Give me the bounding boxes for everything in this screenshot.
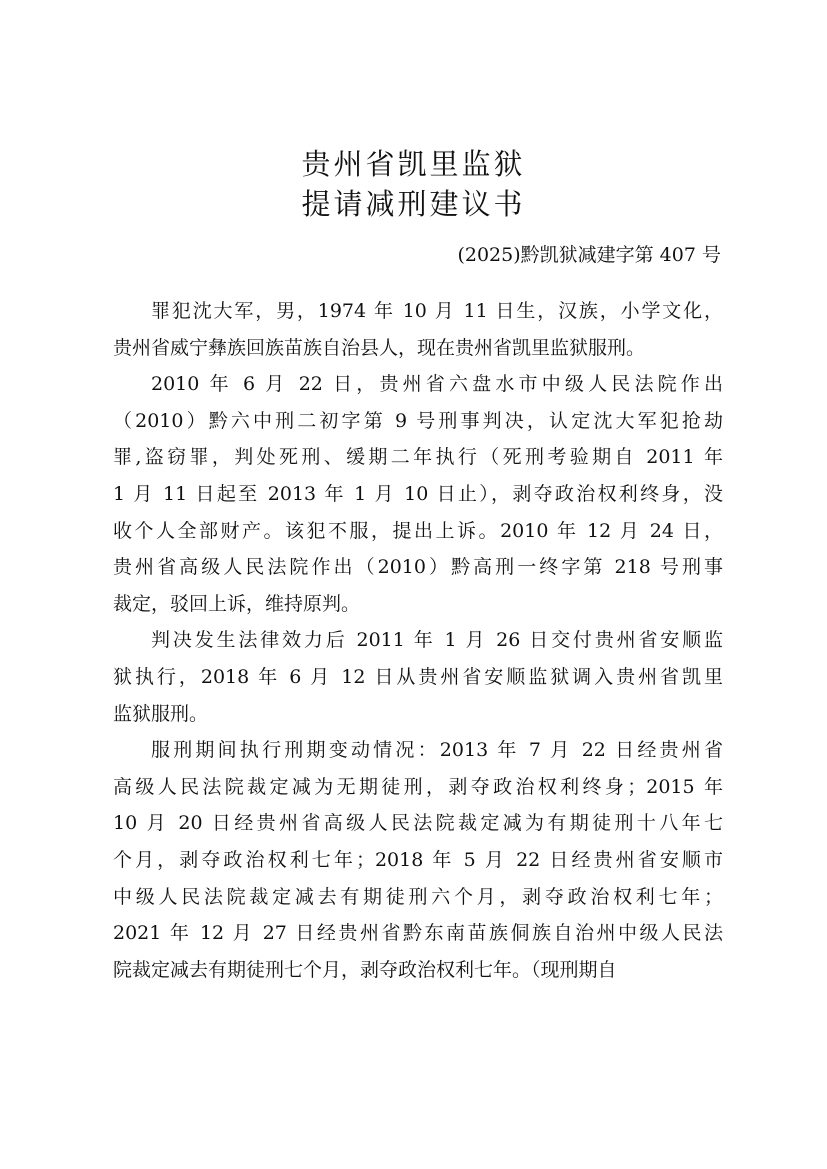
document-number: (2025)黔凯狱减建字第 407 号 [457, 244, 721, 266]
paragraph-line: 罪犯沈大军，男，1974 年 10 月 11 日生，汉族，小学文化， [151, 300, 723, 322]
paragraph-line: 1 月 11 日起至 2013 年 1 月 10 日止），剥夺政治权利终身，没 [113, 482, 723, 505]
paragraph-line: 贵州省威宁彝族回族苗族自治县人，现在贵州省凯里监狱服刑。 [113, 336, 646, 359]
paragraph-line: 罪,盗窃罪，判处死刑、缓期二年执行（死刑考验期自 2011 年 [113, 446, 723, 469]
body-paragraph [113, 366, 723, 622]
body-paragraph [113, 732, 723, 988]
paragraph-line: （2010）黔六中刑二初字第 9 号刑事判决，认定沈大军犯抢劫 [113, 409, 723, 432]
paragraph-line: 个月，剥夺政治权利七年；2018 年 5 月 22 日经贵州省安顺市 [113, 848, 723, 871]
paragraph-line: 高级人民法院裁定减为无期徒刑，剥夺政治权利终身；2015 年 [113, 775, 723, 798]
body-paragraph [113, 293, 723, 366]
paragraph-line: 裁定，驳回上诉，维持原判。 [113, 592, 361, 615]
paragraph-line: 监狱服刑。 [113, 702, 209, 725]
document-body [113, 293, 723, 988]
paragraph-line: 2010 年 6 月 22 日，贵州省六盘水市中级人民法院作出 [151, 373, 723, 396]
document-title-type: 提请减刑建议书 [301, 187, 526, 221]
paragraph-line: 10 月 20 日经贵州省高级人民法院裁定减为有期徒刑十八年七 [113, 812, 723, 835]
paragraph-line: 服刑期间执行刑期变动情况：2013 年 7 月 22 日经贵州省 [151, 739, 723, 762]
paragraph-line: 狱执行，2018 年 6 月 12 日从贵州省安顺监狱调入贵州省凯里 [113, 665, 723, 688]
paragraph-line: 2021 年 12 月 27 日经贵州省黔东南苗族侗族自治州中级人民法 [113, 922, 723, 945]
paragraph-line: 收个人全部财产。该犯不服，提出上诉。2010 年 12 月 24 日， [113, 519, 723, 542]
paragraph-line: 判决发生法律效力后 2011 年 1 月 26 日交付贵州省安顺监 [151, 629, 723, 652]
paragraph-line: 院裁定减去有期徒刑七个月，剥夺政治权利七年。（现刑期自 [113, 958, 617, 981]
document-title-organization: 贵州省凯里监狱 [301, 147, 526, 181]
body-paragraph [113, 622, 723, 732]
paragraph-line: 贵州省高级人民法院作出（2010）黔高刑一终字第 218 号刑事 [113, 556, 723, 579]
paragraph-line: 中级人民法院裁定减去有期徒刑六个月，剥夺政治权利七年； [113, 885, 723, 908]
